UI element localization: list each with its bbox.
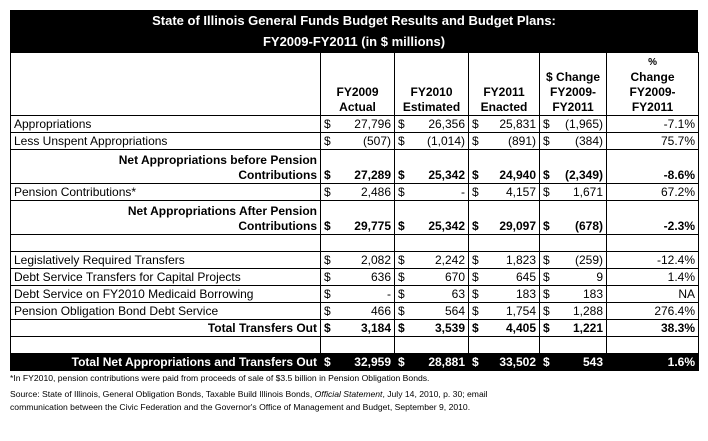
header-fy2009 <box>321 53 395 116</box>
pct-value: 67.2% <box>607 184 699 201</box>
header-change-line1: $ Change <box>546 70 601 84</box>
header-fy2011-line1: FY2011 <box>483 85 525 99</box>
pct-value: NA <box>607 286 699 303</box>
change-value: 9 <box>554 269 607 286</box>
row-label-line1: Net Appropriations After Pension <box>127 204 317 218</box>
source-note <box>10 388 698 401</box>
currency-symbol: $ <box>395 184 409 201</box>
currency-symbol: $ <box>540 354 554 371</box>
currency-symbol: $ <box>540 133 554 150</box>
table-row-subtotal <box>11 201 699 235</box>
spacer-cell <box>554 337 607 354</box>
table-row-subtotal <box>11 150 699 184</box>
currency-symbol: $ <box>321 269 335 286</box>
title-line-1: State of Illinois General Funds Budget Results and Budget Plans: <box>152 13 556 28</box>
fy2009-value: 3,184 <box>335 320 395 337</box>
fy2009-value: 2,486 <box>335 184 395 201</box>
header-fy2009-line1: FY2009 <box>336 85 379 99</box>
currency-symbol: $ <box>321 252 335 269</box>
change-value: (1,965) <box>554 116 607 133</box>
fy2010-value: 26,356 <box>409 116 469 133</box>
currency-symbol: $ <box>469 201 483 235</box>
header-pct-line2: Change <box>630 70 675 84</box>
fy2010-value: 63 <box>409 286 469 303</box>
row-label <box>11 201 321 235</box>
spacer-cell <box>540 235 554 252</box>
spacer-cell <box>395 235 409 252</box>
fy2009-value: - <box>335 286 395 303</box>
currency-symbol: $ <box>395 303 409 320</box>
pension-footnote: *In FY2010, pension contributions were paid from proceeds of sale of $3.5 billion in Pension Obligation Bonds. <box>10 373 430 383</box>
pct-value: 75.7% <box>607 133 699 150</box>
currency-symbol: $ <box>395 252 409 269</box>
currency-symbol: $ <box>395 116 409 133</box>
currency-symbol: $ <box>540 150 554 184</box>
fy2009-value: 29,775 <box>335 201 395 235</box>
fy2011-value: 33,502 <box>483 354 540 371</box>
fy2010-value: 25,342 <box>409 201 469 235</box>
table-title <box>10 10 698 52</box>
spacer-cell <box>395 337 409 354</box>
source-text-end: , July 14, 2010, p. 30; email <box>382 389 488 399</box>
fy2010-value: - <box>409 184 469 201</box>
header-change-line3: FY2011 <box>552 100 594 114</box>
title-line-2: FY2009-FY2011 (in $ millions) <box>262 34 446 49</box>
currency-symbol: $ <box>395 201 409 235</box>
header-fy2011 <box>469 53 540 116</box>
spacer-cell <box>321 337 335 354</box>
pct-value: -7.1% <box>607 116 699 133</box>
spacer-cell <box>409 337 469 354</box>
currency-symbol: $ <box>395 320 409 337</box>
row-label: Legislatively Required Transfers <box>11 252 321 269</box>
table-row <box>11 133 699 150</box>
row-label-line1: Net Appropriations before Pension <box>118 153 317 167</box>
spacer-cell <box>607 235 699 252</box>
currency-symbol: $ <box>540 320 554 337</box>
currency-symbol: $ <box>321 354 335 371</box>
header-fy2010-line2: Estimated <box>402 100 461 114</box>
currency-symbol: $ <box>469 252 483 269</box>
row-label: Less Unspent Appropriations <box>11 133 321 150</box>
pct-value: 1.4% <box>607 269 699 286</box>
change-value: 543 <box>554 354 607 371</box>
spacer-cell <box>335 337 395 354</box>
header-pct-line3: FY2009- <box>629 85 676 99</box>
row-label: Total Transfers Out <box>11 320 321 337</box>
change-value: (678) <box>554 201 607 235</box>
fy2009-value: 636 <box>335 269 395 286</box>
table-row <box>11 116 699 133</box>
row-label: Debt Service Transfers for Capital Projects <box>11 269 321 286</box>
spacer-cell <box>483 235 540 252</box>
currency-symbol: $ <box>540 201 554 235</box>
fy2011-value: 24,940 <box>483 150 540 184</box>
fy2009-value: (507) <box>335 133 395 150</box>
header-pct-line4: FY2011 <box>631 100 674 114</box>
fy2010-value: 28,881 <box>409 354 469 371</box>
currency-symbol: $ <box>469 133 483 150</box>
currency-symbol: $ <box>321 133 335 150</box>
row-label: Appropriations <box>11 116 321 133</box>
currency-symbol: $ <box>321 184 335 201</box>
currency-symbol: $ <box>540 286 554 303</box>
fy2009-value: 32,959 <box>335 354 395 371</box>
currency-symbol: $ <box>321 303 335 320</box>
row-label: Pension Obligation Bond Debt Service <box>11 303 321 320</box>
table-row-subtotal <box>11 320 699 337</box>
change-value: (259) <box>554 252 607 269</box>
fy2011-value: 4,405 <box>483 320 540 337</box>
currency-symbol: $ <box>321 320 335 337</box>
header-fy2010-line1: FY2010 <box>410 85 453 99</box>
fy2009-value: 466 <box>335 303 395 320</box>
currency-symbol: $ <box>540 303 554 320</box>
header-change-line2: FY2009- <box>550 85 597 99</box>
spacer-cell <box>469 235 483 252</box>
row-label: Total Net Appropriations and Transfers Out <box>11 354 321 371</box>
spacer-cell <box>554 235 607 252</box>
fy2010-value: 3,539 <box>409 320 469 337</box>
source-text: Source: State of Illinois, General Obligation Bonds, Taxable Build Illinois Bonds, <box>10 389 313 399</box>
change-value: 1,288 <box>554 303 607 320</box>
row-label: Pension Contributions* <box>11 184 321 201</box>
spacer-cell <box>335 235 395 252</box>
fy2011-value: 4,157 <box>483 184 540 201</box>
spacer-cell <box>540 337 554 354</box>
source-note-line2: communication between the Civic Federation and the Governor's Office of Management and Budget, September 9, 2010. <box>10 402 471 412</box>
change-value: 183 <box>554 286 607 303</box>
currency-symbol: $ <box>395 133 409 150</box>
fy2011-value: 1,823 <box>483 252 540 269</box>
fy2010-value: 2,242 <box>409 252 469 269</box>
header-pct-line1: % <box>648 57 657 68</box>
currency-symbol: $ <box>469 286 483 303</box>
grand-total-row <box>11 354 699 371</box>
spacer-cell <box>607 337 699 354</box>
pct-value: 1.6% <box>607 354 699 371</box>
currency-symbol: $ <box>321 116 335 133</box>
currency-symbol: $ <box>469 150 483 184</box>
fy2011-value: 29,097 <box>483 201 540 235</box>
currency-symbol: $ <box>395 286 409 303</box>
spacer-row <box>11 235 699 252</box>
fy2011-value: 645 <box>483 269 540 286</box>
table-row <box>11 269 699 286</box>
spacer-row <box>11 337 699 354</box>
currency-symbol: $ <box>395 354 409 371</box>
currency-symbol: $ <box>540 269 554 286</box>
currency-symbol: $ <box>395 150 409 184</box>
spacer-cell <box>321 235 335 252</box>
header-change <box>540 53 607 116</box>
fy2009-value: 2,082 <box>335 252 395 269</box>
header-fy2009-line2: Actual <box>339 100 376 114</box>
row-label-line2: Contributions <box>238 168 317 182</box>
pct-value: -8.6% <box>607 150 699 184</box>
spacer-cell <box>469 337 483 354</box>
header-fy2011-line2: Enacted <box>480 100 528 114</box>
currency-symbol: $ <box>469 184 483 201</box>
fy2011-value: 1,754 <box>483 303 540 320</box>
currency-symbol: $ <box>469 269 483 286</box>
spacer-cell <box>11 337 321 354</box>
currency-symbol: $ <box>469 303 483 320</box>
fy2009-value: 27,289 <box>335 150 395 184</box>
row-label: Debt Service on FY2010 Medicaid Borrowing <box>11 286 321 303</box>
pct-value: -2.3% <box>607 201 699 235</box>
fy2011-value: (891) <box>483 133 540 150</box>
row-label <box>11 150 321 184</box>
table-row <box>11 303 699 320</box>
spacer-cell <box>409 235 469 252</box>
change-value: (384) <box>554 133 607 150</box>
currency-symbol: $ <box>321 286 335 303</box>
footnotes <box>10 372 698 414</box>
currency-symbol: $ <box>395 269 409 286</box>
spacer-cell <box>11 235 321 252</box>
change-value: (2,349) <box>554 150 607 184</box>
budget-table <box>10 52 699 371</box>
table-row <box>11 184 699 201</box>
table-row <box>11 252 699 269</box>
fy2011-value: 25,831 <box>483 116 540 133</box>
currency-symbol: $ <box>469 320 483 337</box>
pct-value: 38.3% <box>607 320 699 337</box>
currency-symbol: $ <box>469 116 483 133</box>
change-value: 1,671 <box>554 184 607 201</box>
header-row <box>11 53 699 116</box>
header-blank <box>11 53 321 116</box>
fy2010-value: (1,014) <box>409 133 469 150</box>
currency-symbol: $ <box>540 252 554 269</box>
change-value: 1,221 <box>554 320 607 337</box>
currency-symbol: $ <box>540 184 554 201</box>
pct-value: -12.4% <box>607 252 699 269</box>
currency-symbol: $ <box>469 354 483 371</box>
currency-symbol: $ <box>540 116 554 133</box>
fy2010-value: 564 <box>409 303 469 320</box>
header-fy2010 <box>395 53 469 116</box>
fy2010-value: 670 <box>409 269 469 286</box>
fy2009-value: 27,796 <box>335 116 395 133</box>
spacer-cell <box>483 337 540 354</box>
pct-value: 276.4% <box>607 303 699 320</box>
currency-symbol: $ <box>321 150 335 184</box>
header-pct <box>607 53 699 116</box>
budget-table-container <box>10 10 698 414</box>
source-italic-title: Official Statement <box>314 389 383 399</box>
row-label-line2: Contributions <box>238 219 317 233</box>
table-row <box>11 286 699 303</box>
fy2010-value: 25,342 <box>409 150 469 184</box>
fy2011-value: 183 <box>483 286 540 303</box>
currency-symbol: $ <box>321 201 335 235</box>
